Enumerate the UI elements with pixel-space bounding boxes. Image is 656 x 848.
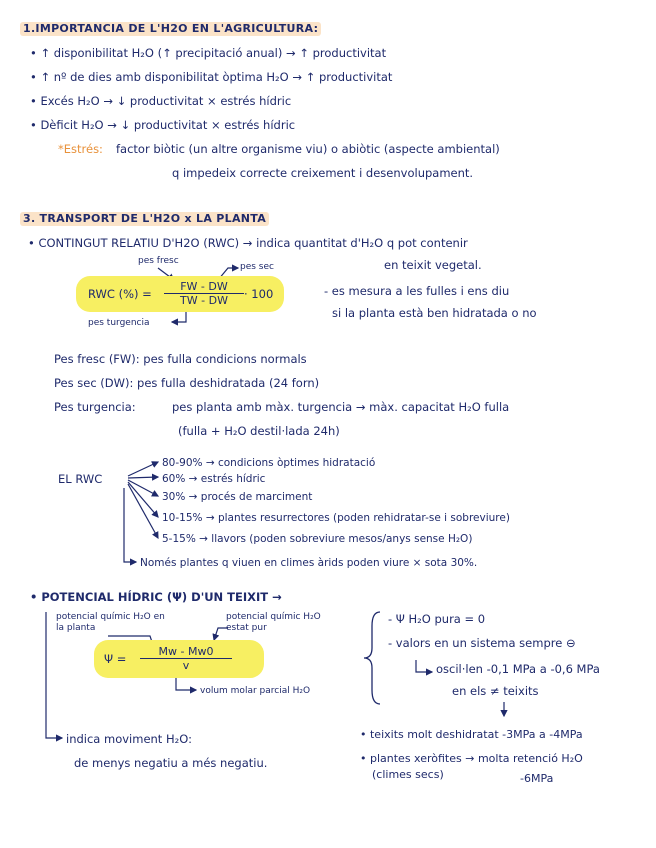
brace: [364, 612, 380, 704]
label-pes-sec: pes sec: [240, 262, 274, 272]
label-volum: volum molar parcial H₂O: [200, 686, 311, 696]
bullet-3: • Excés H₂O → ↓ productivitat × estrés hídric: [30, 94, 292, 108]
psi-r2: - valors en un sistema sempre ⊖: [388, 636, 576, 650]
rwc-numerator: FW - DW: [164, 280, 244, 294]
rwc-footer: Només plantes q viuen en climes àrids poden viure × sota 30%.: [140, 557, 478, 569]
def-tw-label: Pes turgencia:: [54, 400, 136, 414]
estres-label: *Estrés:: [58, 142, 103, 156]
psi-r7: (climes secs): [372, 768, 444, 781]
fan-arrow-2: [128, 477, 158, 478]
bullet-1: • ↑ disponibilitat H₂O (↑ precipitació anual) → ↑ productivitat: [30, 46, 387, 60]
rwc-note-1: - es mesura a les fulles i ens diu: [324, 284, 510, 298]
def-tw-2: (fulla + H₂O destil·lada 24h): [178, 424, 340, 438]
section-1-title: 1.IMPORTANCIA DE L'H2O EN L'AGRICULTURA:: [20, 22, 321, 36]
indica-1: indica moviment H₂O:: [66, 732, 192, 746]
psi-r8: -6MPa: [520, 772, 554, 785]
def-tw: pes planta amb màx. turgencia → màx. capacitat H₂O fulla: [172, 400, 510, 414]
rwc-formula-fraction: [164, 280, 244, 307]
psi-r4: en els ≠ teixits: [452, 684, 539, 698]
psi-r1: - Ψ H₂O pura = 0: [388, 612, 486, 626]
rwc-item-1: 80-90% → condicions òptimes hidratació: [162, 457, 376, 469]
psi-r6: • plantes xeròfites → molta retenció H₂O: [360, 752, 583, 765]
estres-line-2: q impedeix correcte creixement i desenvolupament.: [172, 166, 474, 180]
rwc-intro-2: en teixit vegetal.: [384, 258, 482, 272]
fan-arrow-1: [128, 462, 158, 476]
psi-formula-fraction: [140, 645, 232, 672]
rwc-note-2: si la planta està ben hidratada o no: [332, 306, 537, 320]
potencial-title: • POTENCIAL HÍDRIC (Ψ) D'UN TEIXIT →: [30, 590, 282, 604]
rwc-intro: • CONTINGUT RELATIU D'H2O (RWC) → indica quantitat d'H₂O q pot contenir: [28, 236, 468, 250]
bullet-2: • ↑ nº de dies amb disponibilitat òptima H₂O → ↑ productivitat: [30, 70, 393, 84]
def-fw: Pes fresc (FW): pes fulla condicions normals: [54, 352, 307, 366]
rwc-item-3: 30% → procés de marciment: [162, 491, 313, 503]
psi-denominator: v: [182, 659, 190, 672]
section-3-title: 3. TRANSPORT DE L'H2O x LA PLANTA: [20, 212, 269, 226]
rwc-formula-lhs: RWC (%) =: [88, 287, 152, 301]
arrow-oscillen: [416, 660, 432, 672]
arrow-volum: [176, 676, 196, 690]
rwc-formula-mult: · 100: [244, 287, 274, 301]
rwc-item-5: 5-15% → llavors (poden sobreviure mesos/anys sense H₂O): [162, 533, 473, 545]
fan-arrow-footer: [124, 488, 136, 562]
rwc-denominator: TW - DW: [180, 294, 228, 307]
psi-numerator: Mw - Mw0: [140, 645, 232, 659]
psi-formula-lhs: Ψ =: [104, 652, 127, 666]
label-mu-w0: potencial químic H₂O estat pur: [226, 612, 321, 633]
label-mu-w: potencial químic H₂O en la planta: [56, 612, 165, 633]
psi-r3: oscil·len -0,1 MPa a -0,6 MPa: [436, 662, 600, 676]
indica-2: de menys negatiu a més negatiu.: [74, 756, 268, 770]
label-pes-fresc: pes fresc: [138, 256, 179, 266]
estres-line-1: factor biòtic (un altre organisme viu) o abiòtic (aspecte ambiental): [116, 142, 500, 156]
el-rwc-label: EL RWC: [58, 472, 103, 486]
def-dw: Pes sec (DW): pes fulla deshidratada (24 forn): [54, 376, 320, 390]
psi-r5: • teixits molt deshidratat -3MPa a -4MPa: [360, 728, 583, 741]
bullet-4: • Dèficit H₂O → ↓ productivitat × estrés hídric: [30, 118, 296, 132]
rwc-item-4: 10-15% → plantes resurrectores (poden rehidratar-se i sobreviure): [162, 512, 510, 524]
rwc-item-2: 60% → estrés hídric: [162, 473, 266, 485]
label-pes-turgencia: pes turgencia: [88, 318, 150, 328]
